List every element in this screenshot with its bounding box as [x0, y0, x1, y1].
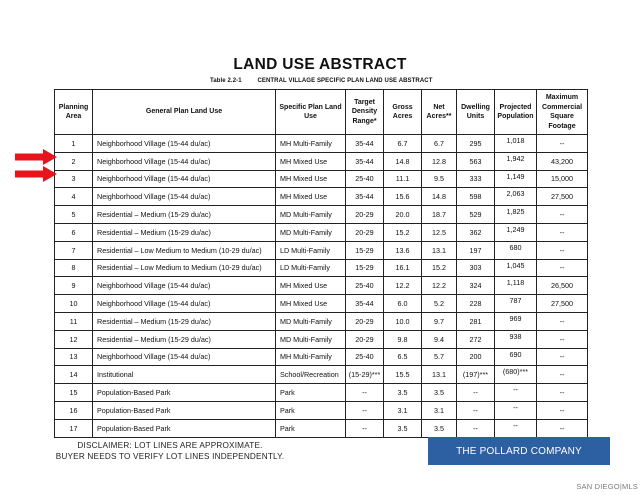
cell-net-acres: 12.5 [422, 223, 457, 241]
table-row [55, 384, 588, 402]
cell-planning-area: 13 [55, 348, 93, 366]
cell-target-density: 20-29 [346, 206, 384, 224]
cell-projected-population: 1,018 [495, 135, 537, 153]
cell-general-plan: Population-Based Park [93, 419, 276, 437]
cell-general-plan: Institutional [93, 366, 276, 384]
header-net-acres: Net Acres** [422, 90, 457, 135]
cell-projected-population: 1,249 [495, 223, 537, 241]
cell-gross-acres: 15.2 [384, 223, 422, 241]
cell-net-acres: 9.5 [422, 170, 457, 188]
cell-max-commercial: -- [537, 330, 588, 348]
cell-projected-population: 1,118 [495, 277, 537, 295]
table-row [55, 330, 588, 348]
cell-projected-population: 2,063 [495, 188, 537, 206]
cell-planning-area: 11 [55, 312, 93, 330]
table-row [55, 135, 588, 153]
cell-target-density: 35-44 [346, 188, 384, 206]
cell-dwelling-units: 272 [457, 330, 495, 348]
table-row [55, 312, 588, 330]
cell-dwelling-units: 529 [457, 206, 495, 224]
cell-max-commercial: -- [537, 259, 588, 277]
table-row [55, 241, 588, 259]
cell-general-plan: Residential – Low Medium to Medium (10-29 du/ac) [93, 259, 276, 277]
cell-projected-population: 1,825 [495, 206, 537, 224]
cell-target-density: -- [346, 419, 384, 437]
cell-general-plan: Neighborhood Village (15-44 du/ac) [93, 348, 276, 366]
cell-general-plan: Residential – Medium (15-29 du/ac) [93, 223, 276, 241]
cell-dwelling-units: 563 [457, 152, 495, 170]
cell-general-plan: Neighborhood Village (15-44 du/ac) [93, 135, 276, 153]
cell-general-plan: Neighborhood Village (15-44 du/ac) [93, 277, 276, 295]
cell-general-plan: Neighborhood Village (15-44 du/ac) [93, 295, 276, 313]
cell-gross-acres: 14.8 [384, 152, 422, 170]
cell-max-commercial: 26,500 [537, 277, 588, 295]
cell-gross-acres: 9.8 [384, 330, 422, 348]
header-dwelling-units: Dwelling Units [457, 90, 495, 135]
cell-specific-plan: MD Multi-Family [276, 223, 346, 241]
cell-specific-plan: MH Mixed Use [276, 170, 346, 188]
cell-specific-plan: MH Multi-Family [276, 135, 346, 153]
cell-projected-population: -- [495, 419, 537, 437]
cell-general-plan: Neighborhood Village (15-44 du/ac) [93, 152, 276, 170]
header-max-commercial: Maximum Commercial Square Footage [537, 90, 588, 135]
cell-dwelling-units: -- [457, 384, 495, 402]
cell-planning-area: 1 [55, 135, 93, 153]
header-gross-acres: Gross Acres [384, 90, 422, 135]
cell-net-acres: 5.2 [422, 295, 457, 313]
cell-projected-population: 938 [495, 330, 537, 348]
cell-max-commercial: -- [537, 241, 588, 259]
cell-projected-population: -- [495, 384, 537, 402]
cell-general-plan: Neighborhood Village (15-44 du/ac) [93, 170, 276, 188]
cell-specific-plan: MD Multi-Family [276, 330, 346, 348]
cell-projected-population: 1,149 [495, 170, 537, 188]
cell-specific-plan: MH Mixed Use [276, 152, 346, 170]
table-row [55, 152, 588, 170]
cell-planning-area: 5 [55, 206, 93, 224]
cell-target-density: 35-44 [346, 152, 384, 170]
cell-projected-population: 1,045 [495, 259, 537, 277]
table-row [55, 295, 588, 313]
cell-net-acres: 18.7 [422, 206, 457, 224]
cell-specific-plan: LD Multi-Family [276, 259, 346, 277]
cell-gross-acres: 6.5 [384, 348, 422, 366]
cell-max-commercial: 43,200 [537, 152, 588, 170]
cell-specific-plan: Park [276, 384, 346, 402]
cell-specific-plan: LD Multi-Family [276, 241, 346, 259]
cell-net-acres: 3.1 [422, 401, 457, 419]
cell-gross-acres: 16.1 [384, 259, 422, 277]
cell-max-commercial: 27,500 [537, 188, 588, 206]
cell-planning-area: 16 [55, 401, 93, 419]
cell-max-commercial: -- [537, 312, 588, 330]
table-header-row [55, 90, 588, 135]
header-target-density: Target Density Range* [346, 90, 384, 135]
cell-general-plan: Population-Based Park [93, 401, 276, 419]
cell-net-acres: 14.8 [422, 188, 457, 206]
cell-target-density: 20-29 [346, 312, 384, 330]
cell-net-acres: 12.2 [422, 277, 457, 295]
cell-dwelling-units: 228 [457, 295, 495, 313]
cell-gross-acres: 3.5 [384, 419, 422, 437]
cell-specific-plan: Park [276, 401, 346, 419]
cell-projected-population: 1,942 [495, 152, 537, 170]
cell-planning-area: 3 [55, 170, 93, 188]
cell-specific-plan: MH Mixed Use [276, 295, 346, 313]
cell-gross-acres: 10.0 [384, 312, 422, 330]
land-use-table [54, 89, 588, 438]
cell-target-density: 25-40 [346, 277, 384, 295]
cell-target-density: 35-44 [346, 135, 384, 153]
cell-max-commercial: -- [537, 223, 588, 241]
cell-projected-population: 680 [495, 241, 537, 259]
disclaimer-line-1: DISCLAIMER: LOT LINES ARE APPROXIMATE. [77, 441, 263, 450]
cell-net-acres: 3.5 [422, 419, 457, 437]
cell-target-density: 15-29 [346, 241, 384, 259]
table-body [55, 135, 588, 438]
cell-max-commercial: 27,500 [537, 295, 588, 313]
cell-max-commercial: 15,000 [537, 170, 588, 188]
cell-general-plan: Residential – Medium (15-29 du/ac) [93, 206, 276, 224]
cell-dwelling-units: 200 [457, 348, 495, 366]
cell-max-commercial: -- [537, 348, 588, 366]
cell-dwelling-units: 362 [457, 223, 495, 241]
cell-net-acres: 6.7 [422, 135, 457, 153]
cell-net-acres: 15.2 [422, 259, 457, 277]
cell-net-acres: 12.8 [422, 152, 457, 170]
cell-max-commercial: -- [537, 419, 588, 437]
header-specific-plan: Specific Plan Land Use [276, 90, 346, 135]
cell-planning-area: 10 [55, 295, 93, 313]
cell-dwelling-units: 324 [457, 277, 495, 295]
cell-specific-plan: MH Multi-Family [276, 348, 346, 366]
cell-net-acres: 5.7 [422, 348, 457, 366]
cell-gross-acres: 20.0 [384, 206, 422, 224]
cell-gross-acres: 3.5 [384, 384, 422, 402]
cell-dwelling-units: 333 [457, 170, 495, 188]
arrow-right-icon [15, 149, 57, 165]
cell-dwelling-units: (197)*** [457, 366, 495, 384]
cell-dwelling-units: 295 [457, 135, 495, 153]
cell-planning-area: 12 [55, 330, 93, 348]
cell-gross-acres: 13.6 [384, 241, 422, 259]
company-banner [428, 437, 610, 465]
table-row [55, 170, 588, 188]
cell-planning-area: 2 [55, 152, 93, 170]
arrow-right-icon [15, 166, 57, 182]
cell-specific-plan: MD Multi-Family [276, 312, 346, 330]
table-row [55, 259, 588, 277]
cell-dwelling-units: 197 [457, 241, 495, 259]
table-row [55, 366, 588, 384]
cell-dwelling-units: -- [457, 401, 495, 419]
header-projected-population: Projected Population [495, 90, 537, 135]
cell-general-plan: Residential – Medium (15-29 du/ac) [93, 312, 276, 330]
cell-planning-area: 8 [55, 259, 93, 277]
cell-general-plan: Residential – Medium (15-29 du/ac) [93, 330, 276, 348]
cell-planning-area: 6 [55, 223, 93, 241]
cell-gross-acres: 15.5 [384, 366, 422, 384]
cell-max-commercial: -- [537, 206, 588, 224]
cell-planning-area: 17 [55, 419, 93, 437]
cell-gross-acres: 6.7 [384, 135, 422, 153]
cell-gross-acres: 11.1 [384, 170, 422, 188]
table-caption-text: CENTRAL VILLAGE SPECIFIC PLAN LAND USE ABSTRACT [257, 78, 433, 84]
cell-gross-acres: 6.0 [384, 295, 422, 313]
cell-target-density: -- [346, 401, 384, 419]
cell-general-plan: Residential – Low Medium to Medium (10-29 du/ac) [93, 241, 276, 259]
cell-gross-acres: 12.2 [384, 277, 422, 295]
cell-target-density: 25-40 [346, 348, 384, 366]
cell-target-density: 20-29 [346, 330, 384, 348]
cell-net-acres: 13.1 [422, 241, 457, 259]
cell-target-density: 20-29 [346, 223, 384, 241]
cell-projected-population: 969 [495, 312, 537, 330]
cell-specific-plan: MD Multi-Family [276, 206, 346, 224]
cell-specific-plan: School/Recreation [276, 366, 346, 384]
table-row [55, 223, 588, 241]
cell-planning-area: 9 [55, 277, 93, 295]
mls-watermark: SAN DIEGO|MLS [576, 482, 638, 491]
cell-net-acres: 3.5 [422, 384, 457, 402]
cell-planning-area: 4 [55, 188, 93, 206]
table-row [55, 277, 588, 295]
cell-dwelling-units: 598 [457, 188, 495, 206]
cell-net-acres: 13.1 [422, 366, 457, 384]
cell-dwelling-units: 303 [457, 259, 495, 277]
table-number: Table 2.2-1 [210, 78, 242, 84]
cell-max-commercial: -- [537, 366, 588, 384]
cell-dwelling-units: 281 [457, 312, 495, 330]
cell-projected-population: 787 [495, 295, 537, 313]
cell-dwelling-units: -- [457, 419, 495, 437]
table-row [55, 401, 588, 419]
cell-specific-plan: MH Mixed Use [276, 188, 346, 206]
table-caption [210, 78, 510, 84]
cell-target-density: 35-44 [346, 295, 384, 313]
cell-max-commercial: -- [537, 401, 588, 419]
table-row [55, 419, 588, 437]
cell-gross-acres: 15.6 [384, 188, 422, 206]
cell-projected-population: (680)*** [495, 366, 537, 384]
cell-planning-area: 7 [55, 241, 93, 259]
cell-projected-population: -- [495, 401, 537, 419]
cell-net-acres: 9.7 [422, 312, 457, 330]
table-row [55, 188, 588, 206]
disclaimer-line-2: BUYER NEEDS TO VERIFY LOT LINES INDEPENDENTLY. [55, 452, 285, 461]
disclaimer [35, 440, 305, 462]
cell-planning-area: 15 [55, 384, 93, 402]
page-title: LAND USE ABSTRACT [233, 56, 407, 73]
cell-target-density: 15-29 [346, 259, 384, 277]
company-name: THE POLLARD COMPANY [456, 445, 582, 457]
header-planning-area: Planning Area [55, 90, 93, 135]
cell-general-plan: Neighborhood Village (15-44 du/ac) [93, 188, 276, 206]
cell-net-acres: 9.4 [422, 330, 457, 348]
table-row [55, 206, 588, 224]
cell-general-plan: Population-Based Park [93, 384, 276, 402]
cell-projected-population: 690 [495, 348, 537, 366]
cell-max-commercial: -- [537, 135, 588, 153]
cell-specific-plan: Park [276, 419, 346, 437]
cell-target-density: -- [346, 384, 384, 402]
cell-max-commercial: -- [537, 384, 588, 402]
table-row [55, 348, 588, 366]
cell-gross-acres: 3.1 [384, 401, 422, 419]
cell-target-density: (15-29)*** [346, 366, 384, 384]
cell-target-density: 25-40 [346, 170, 384, 188]
header-general-plan: General Plan Land Use [93, 90, 276, 135]
cell-planning-area: 14 [55, 366, 93, 384]
cell-specific-plan: MH Mixed Use [276, 277, 346, 295]
